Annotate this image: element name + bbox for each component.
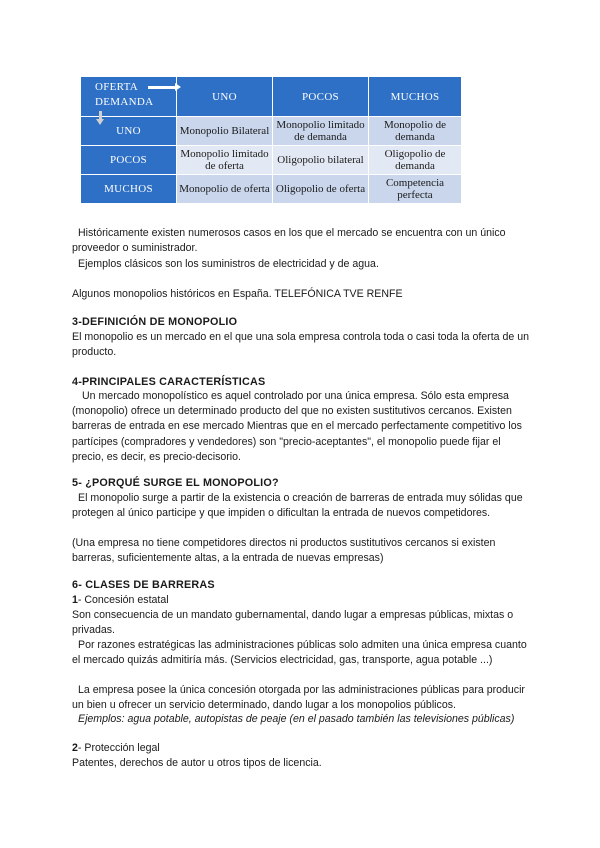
column-header: MUCHOS <box>369 77 462 117</box>
column-header: POCOS <box>273 77 369 117</box>
table-cell: Monopolio limitado de demanda <box>273 117 369 146</box>
barrier-item-1-number: 1 <box>72 594 78 606</box>
table-cell: Oligopolio de oferta <box>273 175 369 204</box>
table-corner-cell <box>81 77 177 117</box>
column-header: UNO <box>177 77 273 117</box>
row-header: UNO <box>81 117 177 146</box>
arrow-down-icon <box>99 111 102 120</box>
table-row <box>81 117 462 146</box>
section-5-text-1: El monopolio surge a partir de la existencia o creación de barreras de entrada muy sólidas que protegen al único participe y que impiden o dificultan la entrada de nuevos competidores. <box>72 492 523 520</box>
section-6-paragraph-1: Son consecuencia de un mandato gubernamental, dando lugar a empresas públicas, mixtas o privadas. <box>72 609 514 637</box>
table-cell: Monopolio limitado de oferta <box>177 146 273 175</box>
table-cell: Monopolio Bilateral <box>177 117 273 146</box>
section-6-paragraph-3: La empresa posee la única concesión otorgada por las administraciones públicas para producir un bien u ofrecer un servicio determinado, dando lugar a los monopolios públicos. <box>72 684 525 712</box>
section-3-text: El monopolio es un mercado en el que una sola empresa controla toda o casi toda la oferta de un producto. <box>72 331 530 359</box>
table-row <box>81 146 462 175</box>
corner-oferta-label: OFERTA <box>95 81 139 93</box>
section-6-heading: 6- CLASES DE BARRERAS <box>72 579 215 591</box>
market-structure-table <box>80 76 462 204</box>
section-4-heading: 4-PRINCIPALES CARACTERÍSTICAS <box>72 376 266 388</box>
arrow-right-icon <box>148 86 176 89</box>
section-5-text-2: (Una empresa no tiene competidores directos ni productos sustitutivos cercanos si existen barreras, suficientemente altas, a la entrada de nuevas empresas) <box>72 537 496 565</box>
row-header: POCOS <box>81 146 177 175</box>
table-cell: Oligopolio de demanda <box>369 146 462 175</box>
intro-paragraph-3: Algunos monopolios históricos en España. TELEFÓNICA TVE RENFE <box>72 288 403 300</box>
section-6-paragraph-2: Por razones estratégicas las administraciones públicas solo admiten una única empresa cuanto el mercado quizás admitiría más. (Servicios electricidad, gas, transporte, agua potable ...) <box>72 639 527 667</box>
table-cell: Competencia perfecta <box>369 175 462 204</box>
section-3-heading: 3-DEFINICIÓN DE MONOPOLIO <box>72 316 238 328</box>
table-row <box>81 175 462 204</box>
table-cell: Oligopolio bilateral <box>273 146 369 175</box>
section-4-text: Un mercado monopolístico es aquel controlado por una única empresa. Sólo esta empresa (monopolio) ofrece un determinado producto del que no existen sustitutivos cercanos. Existen barreras de entrada en ese mercado Mientras que en el mercado perfectamente competitivo los partícipes (compradores y vendedores) son "precio-aceptantes", el monopolio puede fijar el precio, es decir, es precio-decisorio. <box>72 390 522 463</box>
section-6-examples: Ejemplos: agua potable, autopistas de peaje (en el pasado también las televisiones públicas) <box>78 713 515 725</box>
barrier-item-2-number: 2 <box>72 742 78 754</box>
table-header-row <box>81 77 462 117</box>
section-6-paragraph-5: Patentes, derechos de autor u otros tipos de licencia. <box>72 757 322 769</box>
table-cell: Monopolio de demanda <box>369 117 462 146</box>
barrier-item-2-title: - Protección legal <box>77 742 160 754</box>
table-cell: Monopolio de oferta <box>177 175 273 204</box>
barrier-item-1 <box>72 593 532 608</box>
corner-demanda-label: DEMANDA <box>95 96 154 108</box>
intro-paragraph-1: Históricamente existen numerosos casos en los que el mercado se encuentra con un único proveedor o suministrador. <box>72 227 506 255</box>
barrier-item-2 <box>72 741 532 756</box>
section-5-heading: 5- ¿PORQUÉ SURGE EL MONOPOLIO? <box>72 477 279 489</box>
row-header: MUCHOS <box>81 175 177 204</box>
intro-paragraph-2: Ejemplos clásicos son los suministros de electricidad y de agua. <box>78 258 379 270</box>
barrier-item-1-title: - Concesión estatal <box>77 594 169 606</box>
